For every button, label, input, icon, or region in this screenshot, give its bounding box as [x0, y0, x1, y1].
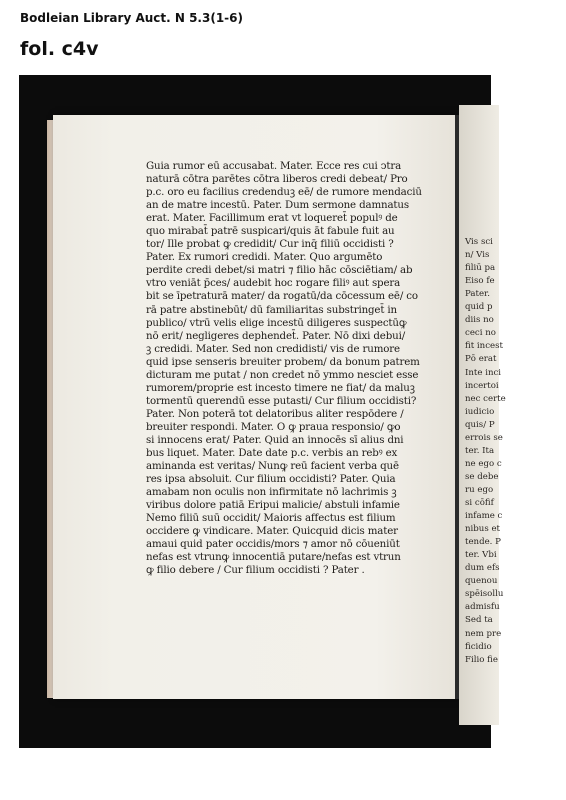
text-line: aminanda est veritas/ Nunꝙ reū facient verba quē	[146, 460, 399, 473]
text-line: Guia rumor eū accusabat. Mater. Ecce res cui ↄtra	[146, 160, 402, 172]
facing-text-line: nem pre	[465, 628, 502, 639]
facing-text-line: admisfu	[465, 602, 500, 613]
facing-text-line: Inte inci	[465, 367, 502, 378]
facing-text-line: si cōfif	[465, 498, 494, 508]
text-line: perdite credi debet/si matri ⁊ filio hāc cōsciētiam/ ab	[146, 264, 413, 277]
facing-text-line: Vis sci	[465, 237, 493, 247]
facing-text-line: ter. Vbi	[465, 550, 497, 561]
facing-text-line: ter. Ita	[465, 445, 495, 456]
text-line: vtro veniāt p̄ces/ audebit hoc rogare filiꝰ aut spera	[146, 277, 401, 290]
text-line: Pater. Ex rumori credidi. Mater. Quo argumēto	[146, 251, 383, 264]
facing-text-line: spēisollu	[465, 589, 504, 600]
facing-page	[459, 105, 506, 725]
facing-text-line: Sed ta	[465, 615, 493, 626]
text-line: Nemo filiū suū occidit/ Maioris affectus est filium	[146, 512, 396, 525]
facing-text-line: nibus et	[465, 524, 501, 535]
facing-text-line: fit incest	[465, 341, 503, 352]
text-line: dicturam me putat / non credet nō ymmo nesciet esse	[146, 368, 419, 381]
text-line: res ipsa absoluit. Cur filium occidisti? Pater. Quia	[146, 473, 396, 486]
facing-text-line: nec certe	[465, 393, 506, 404]
facing-text-line: tende. P	[465, 537, 501, 548]
text-line: Pater. Non poterā tot delatoribus aliter respōdere /	[146, 407, 404, 420]
text-block	[146, 160, 422, 578]
text-line: ꝫ credidi. Mater. Sed non credidisti/ vis de rumore	[146, 342, 400, 355]
text-line: rumorem/proprie est incesto timere ne fiat/ da maluꝫ	[146, 381, 415, 394]
text-line: publico/ vtrū velis elige incestū diligeres suspectūꝙ	[146, 316, 407, 329]
facing-text-line: iudicio	[465, 406, 495, 417]
text-line: bit se īpetraturā mater/ da rogatū/da cōcessum eē/ co	[146, 290, 418, 303]
folio-heading: fol. c4v	[20, 38, 99, 60]
text-line: naturā cōtra parētes cōtra liberos credi debeat/ Pro	[146, 173, 408, 186]
text-line: bus liquet. Mater. Date date p.c. verbis an rebꝰ ex	[146, 447, 398, 460]
text-line: ꝙ filio debere / Cur filium occidisti ? Pater .	[146, 564, 365, 577]
text-line: amaui quid pater occidis/mors ⁊ amor nō cōueniūt	[146, 538, 400, 551]
facing-text-line: ceci no	[465, 328, 496, 339]
facing-text-line: dum efs	[465, 563, 500, 574]
facing-text-line: ficidio	[465, 641, 492, 652]
facing-text-line: infame c	[465, 511, 503, 522]
facing-text-line: errois se	[465, 432, 503, 443]
text-line: rā patre abstinebūt/ dū familiaritas substringet̄ in	[146, 303, 398, 316]
facing-text-line: Pō erat	[465, 354, 497, 365]
facing-text-line: incertoi	[465, 380, 499, 391]
text-line: nō erit/ negligeres dephendet̄. Pater. Nō dixi debui/	[146, 329, 406, 342]
facing-text-line: n/ Vis	[465, 250, 490, 261]
text-line: an de matre incestū. Pater. Dum sermone damnatus	[146, 199, 409, 212]
text-line: quid ipse senseris breuiter probem/ da bonum patrem	[146, 355, 420, 368]
text-line: si innocens erat/ Pater. Quid an innocēs sī alius dni	[146, 433, 404, 446]
facing-text-line: Pater.	[465, 289, 490, 300]
facing-text-line: ne ego c	[465, 458, 502, 469]
facing-text-line: quenou	[465, 576, 498, 587]
facing-text-line: ru ego	[465, 484, 494, 495]
text-line: tor/ Ille probat ꝙ credidit/ Cur inq̄ filiū occidisti ?	[146, 238, 394, 251]
text-line: p.c. oro eu facilius credenduꝫ eē/ de rumore mendaciū	[146, 186, 422, 199]
facing-text-line: filiū pa	[465, 263, 496, 274]
text-line: quo mirabat̄ patrē suspicari/quis āt fabule fuit au	[146, 225, 395, 238]
text-line: tormentū querendū esse putasti/ Cur filium occidisti?	[146, 394, 417, 407]
shelfmark-title: Bodleian Library Auct. N 5.3(1-6)	[20, 11, 243, 25]
facing-text-line: quid p	[465, 302, 493, 313]
text-line: viribus dolore patiā Eripui malicie/ abstuli infamie	[146, 499, 400, 512]
text-line: breuiter respondi. Mater. O ꝙ praua responsio/ ꝙo	[146, 420, 401, 433]
text-line: nefas est vtrunꝙ innocentiā putare/nefas est vtrun	[146, 551, 401, 564]
text-line: amabam non oculis non infirmitate nō lachrimis ꝫ	[146, 486, 397, 499]
facing-text-line: Eiso fe	[465, 276, 495, 287]
verso-page	[53, 115, 457, 699]
facing-text-line: quis/ P	[465, 419, 495, 430]
facing-text-line: diis no	[465, 315, 494, 326]
text-line: erat. Mater. Facillimum erat vt loqueret̄ populꝰ de	[146, 212, 398, 225]
facing-text-line: se debe	[465, 471, 499, 482]
text-line: occidere ꝙ vindicare. Mater. Quicquid dicis mater	[146, 525, 398, 538]
manuscript-photo	[19, 75, 506, 748]
facing-text-line: Filio fie	[465, 654, 498, 665]
